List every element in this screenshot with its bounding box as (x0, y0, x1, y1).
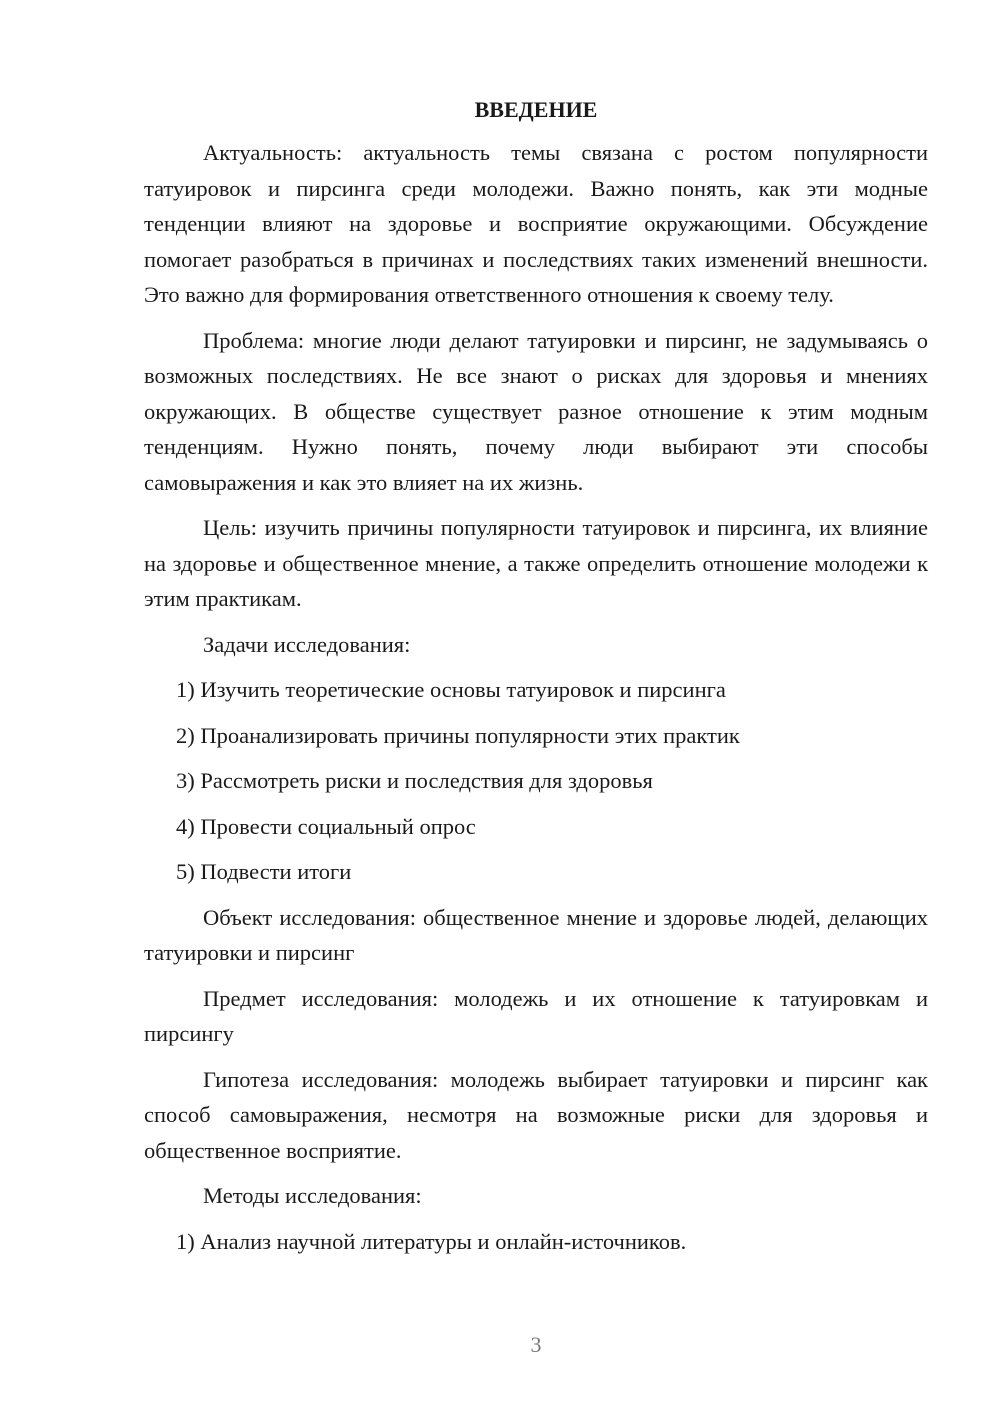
document-page (144, 92, 928, 1269)
tasks-heading: Задачи исследования: (203, 631, 411, 657)
relevance-paragraph: Актуальность: актуальность темы связана с ростом популярности татуировок и пирсинга среди молодежи. Важно понять, как эти модные тенденции влияют на здоровье и восприятие окружающими. Обсуждение помогает разобраться в причинах и последствиях таких изменений внешности. Это важно для формирования ответственного отношения к своему телу. (144, 140, 928, 307)
tasks-list (144, 672, 928, 890)
task-item-2: 2) Проанализировать причины популярности этих практик (176, 722, 740, 748)
hypothesis-paragraph: Гипотеза исследования: молодежь выбирает татуировки и пирсинг как способ самовыражения, несмотря на возможные риски для здоровья и общественное восприятие. (144, 1066, 928, 1163)
methods-list (144, 1224, 928, 1260)
subject-paragraph: Предмет исследования: молодежь и их отношение к татуировкам и пирсингу (144, 985, 928, 1046)
task-item-1: 1) Изучить теоретические основы татуировок и пирсинга (176, 677, 726, 702)
method-item-1: 1) Анализ научной литературы и онлайн-источников. (176, 1228, 687, 1254)
object-paragraph: Объект исследования: общественное мнение и здоровье людей, делающих татуировки и пирсинг (144, 904, 928, 965)
task-item-5: 5) Подвести итоги (176, 859, 352, 884)
section-title: ВВЕДЕНИЕ (474, 97, 598, 122)
task-item-3: 3) Рассмотреть риски и последствия для здоровья (176, 768, 653, 793)
methods-heading: Методы исследования: (203, 1183, 422, 1208)
page-number: 3 (530, 1332, 542, 1357)
task-item-4: 4) Провести социальный опрос (176, 813, 476, 839)
problem-paragraph: Проблема: многие люди делают татуировки и пирсинг, не задумываясь о возможных последствиях. Не все знают о рисках для здоровья и мнениях окружающих. В обществе существует разное отношение к этим модным тенденциям. Нужно понять, почему люди выбирают эти способы самовыражения и как это влияет на их жизнь. (144, 327, 928, 495)
goal-paragraph: Цель: изучить причины популярности татуировок и пирсинга, их влияние на здоровье и общественное мнение, а также определить отношение молодежи к этим практикам. (144, 515, 928, 611)
